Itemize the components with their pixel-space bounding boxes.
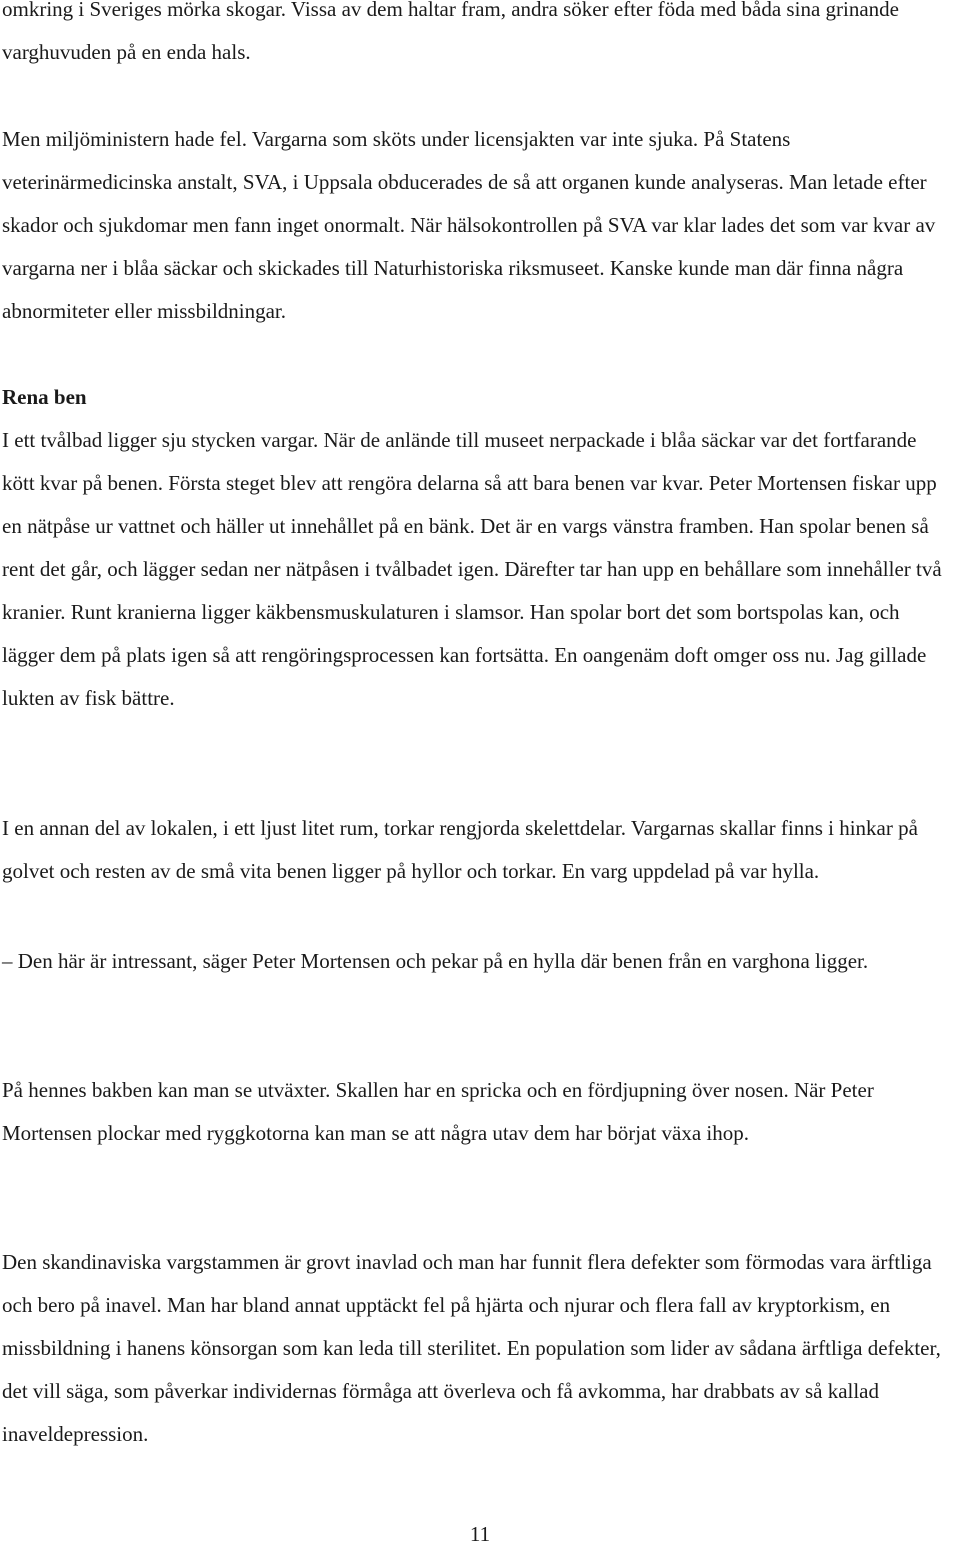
section-heading: Rena ben bbox=[2, 385, 87, 409]
paragraph-drying-room: I en annan del av lokalen, i ett ljust litet rum, torkar rengjorda skelettdelar. Vargarnas skallar finns i hinkar på golvet och resten av de små vita benen ligger på hyllor och torkar. En varg uppdelad på var hylla. bbox=[2, 816, 918, 883]
page-number: 11 bbox=[469, 1522, 491, 1546]
paragraph-intro-continuation: omkring i Sveriges mörka skogar. Vissa av dem haltar fram, andra söker efter föda med båda sina grinande varghuvuden på en enda hals. bbox=[2, 0, 899, 64]
paragraph-soap-bath: I ett tvålbad ligger sju stycken vargar. När de anlände till museet nerpackade i blåa säckar var det fortfarande kött kvar på benen. Första steget blev att rengöra delarna så att bara benen var kvar. Peter Mortensen fiskar upp en nätpåse ur vattnet och häller ut innehållet på en bänk. Det är en vargs vänstra framben. Han spolar benen så rent det går, och lägger sedan ner nätpåsen i tvålbadet igen. Därefter tar han upp en behållare som innehåller två kranier. Runt kranierna ligger käkbensmuskulaturen i slamsor. Han spolar bort det som bortspolas kan, och lägger dem på plats igen så att rengöringsprocessen kan fortsätta. En oangenäm doft omger oss nu. Jag gillade lukten av fisk bättre. bbox=[2, 428, 942, 710]
paragraph-minister: Men miljöministern hade fel. Vargarna som sköts under licensjakten var inte sjuka. På Statens veterinärmedicinska anstalt, SVA, i Uppsala obducerades de så att organen kunde analyseras. Man letade efter skador och sjukdomar men fann inget onormalt. När hälsokontrollen på SVA var klar lades det som var kvar av vargarna ner i blåa säckar och skickades till Naturhistoriska riksmuseet. Kanske kunde man där finna några abnormiteter eller missbildningar. bbox=[2, 127, 936, 323]
paragraph-inbreeding: Den skandinaviska vargstammen är grovt inavlad och man har funnit flera defekter som förmodas vara ärftliga och bero på inavel. Man har bland annat upptäckt fel på hjärta och njurar och flera fall av kryptorkism, en missbildning i hanens könsorgan som kan leda till sterilitet. En population som lider av sådana ärftliga defekter, det vill säga, som påverkar individernas förmåga att överleva och få avkomma, har drabbats av så kallad inaveldepression. bbox=[2, 1250, 941, 1446]
paragraph-bone-growths: På hennes bakben kan man se utväxter. Skallen har en spricka och en fördjupning över nosen. När Peter Mortensen plockar med ryggkotorna kan man se att några utav dem har börjat växa ihop. bbox=[2, 1078, 874, 1145]
paragraph-quote: – Den här är intressant, säger Peter Mortensen och pekar på en hylla där benen från en varghona ligger. bbox=[2, 949, 869, 973]
